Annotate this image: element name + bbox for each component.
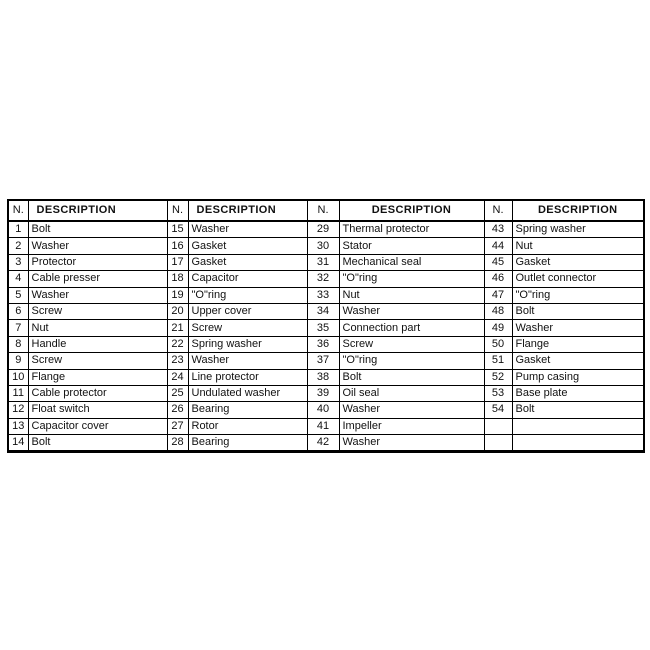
part-number-cell: 23 (167, 353, 188, 369)
table-row (8, 320, 644, 336)
part-number-cell: 7 (8, 320, 28, 336)
part-description-cell: Bolt (339, 369, 484, 385)
part-number-cell: 24 (167, 369, 188, 385)
part-description-cell: Capacitor (188, 271, 307, 287)
part-number-cell: 44 (484, 238, 512, 254)
part-number-cell: 16 (167, 238, 188, 254)
part-number-cell: 26 (167, 402, 188, 418)
part-description-cell: "O"ring (339, 353, 484, 369)
part-number-cell: 19 (167, 287, 188, 303)
table-row (8, 418, 644, 434)
part-description-cell: Washer (28, 238, 167, 254)
table-row (8, 287, 644, 303)
part-number-cell: 37 (307, 353, 339, 369)
part-number-cell: 5 (8, 287, 28, 303)
part-description-cell: Gasket (512, 254, 644, 270)
header-cell-description: DESCRIPTION (339, 200, 484, 221)
part-description-cell: Nut (339, 287, 484, 303)
part-number-cell: 14 (8, 435, 28, 452)
part-number-cell (484, 435, 512, 452)
table-row (8, 435, 644, 452)
table-row (8, 353, 644, 369)
part-number-cell: 27 (167, 418, 188, 434)
part-description-cell: Nut (512, 238, 644, 254)
part-description-cell: Bearing (188, 435, 307, 452)
part-number-cell: 21 (167, 320, 188, 336)
part-description-cell: Screw (339, 336, 484, 352)
part-description-cell: Capacitor cover (28, 418, 167, 434)
part-description-cell: Nut (28, 320, 167, 336)
part-description-cell: Protector (28, 254, 167, 270)
part-description-cell: Washer (339, 435, 484, 452)
part-description-cell: Cable presser (28, 271, 167, 287)
part-description-cell: Float switch (28, 402, 167, 418)
part-description-cell: "O"ring (339, 271, 484, 287)
part-description-cell: Connection part (339, 320, 484, 336)
part-number-cell: 43 (484, 221, 512, 238)
part-number-cell: 49 (484, 320, 512, 336)
part-description-cell: Washer (188, 221, 307, 238)
part-description-cell: Bolt (28, 435, 167, 452)
header-cell-number: N. (8, 200, 28, 221)
part-description-cell: Bolt (512, 303, 644, 319)
table-row (8, 238, 644, 254)
parts-table (7, 199, 645, 453)
part-number-cell: 4 (8, 271, 28, 287)
part-description-cell: Stator (339, 238, 484, 254)
table-header-row (8, 200, 644, 221)
header-cell-description: DESCRIPTION (188, 200, 307, 221)
part-number-cell: 41 (307, 418, 339, 434)
part-number-cell: 39 (307, 385, 339, 401)
part-description-cell: Spring washer (512, 221, 644, 238)
part-description-cell: "O"ring (188, 287, 307, 303)
part-description-cell: Washer (188, 353, 307, 369)
part-description-cell: Oil seal (339, 385, 484, 401)
part-description-cell: Flange (28, 369, 167, 385)
part-number-cell: 33 (307, 287, 339, 303)
part-description-cell: Washer (339, 402, 484, 418)
part-number-cell: 53 (484, 385, 512, 401)
part-number-cell: 34 (307, 303, 339, 319)
header-cell-description: DESCRIPTION (512, 200, 644, 221)
part-description-cell: Pump casing (512, 369, 644, 385)
table-row (8, 402, 644, 418)
part-number-cell: 47 (484, 287, 512, 303)
part-description-cell: Screw (28, 303, 167, 319)
part-number-cell: 22 (167, 336, 188, 352)
part-number-cell: 38 (307, 369, 339, 385)
table-row (8, 271, 644, 287)
part-number-cell (484, 418, 512, 434)
part-description-cell: Bolt (28, 221, 167, 238)
part-number-cell: 6 (8, 303, 28, 319)
part-description-cell: Gasket (188, 254, 307, 270)
part-number-cell: 54 (484, 402, 512, 418)
header-cell-description: DESCRIPTION (28, 200, 167, 221)
part-description-cell: Impeller (339, 418, 484, 434)
part-number-cell: 30 (307, 238, 339, 254)
part-description-cell: Rotor (188, 418, 307, 434)
part-number-cell: 36 (307, 336, 339, 352)
part-description-cell: Washer (512, 320, 644, 336)
part-number-cell: 1 (8, 221, 28, 238)
part-number-cell: 20 (167, 303, 188, 319)
part-number-cell: 28 (167, 435, 188, 452)
part-number-cell: 29 (307, 221, 339, 238)
part-description-cell: Line protector (188, 369, 307, 385)
part-description-cell: Spring washer (188, 336, 307, 352)
part-description-cell: Gasket (188, 238, 307, 254)
part-number-cell: 2 (8, 238, 28, 254)
part-number-cell: 51 (484, 353, 512, 369)
part-description-cell: "O"ring (512, 287, 644, 303)
table-row (8, 303, 644, 319)
part-description-cell: Mechanical seal (339, 254, 484, 270)
part-description-cell: Thermal protector (339, 221, 484, 238)
part-number-cell: 12 (8, 402, 28, 418)
table-row (8, 254, 644, 270)
part-number-cell: 50 (484, 336, 512, 352)
part-description-cell: Bolt (512, 402, 644, 418)
table-row (8, 385, 644, 401)
header-cell-number: N. (307, 200, 339, 221)
part-number-cell: 46 (484, 271, 512, 287)
part-number-cell: 3 (8, 254, 28, 270)
part-description-cell: Washer (339, 303, 484, 319)
part-description-cell: Undulated washer (188, 385, 307, 401)
part-description-cell: Washer (28, 287, 167, 303)
part-description-cell: Flange (512, 336, 644, 352)
part-number-cell: 35 (307, 320, 339, 336)
part-number-cell: 32 (307, 271, 339, 287)
part-description-cell: Cable protector (28, 385, 167, 401)
part-description-cell: Bearing (188, 402, 307, 418)
part-number-cell: 18 (167, 271, 188, 287)
part-number-cell: 40 (307, 402, 339, 418)
table-row (8, 336, 644, 352)
part-number-cell: 45 (484, 254, 512, 270)
part-description-cell: Outlet connector (512, 271, 644, 287)
part-description-cell: Screw (188, 320, 307, 336)
part-number-cell: 10 (8, 369, 28, 385)
part-number-cell: 17 (167, 254, 188, 270)
part-description-cell: Gasket (512, 353, 644, 369)
part-number-cell: 9 (8, 353, 28, 369)
header-cell-number: N. (484, 200, 512, 221)
part-number-cell: 25 (167, 385, 188, 401)
part-description-cell: Upper cover (188, 303, 307, 319)
part-number-cell: 11 (8, 385, 28, 401)
part-description-cell (512, 418, 644, 434)
part-number-cell: 31 (307, 254, 339, 270)
part-number-cell: 48 (484, 303, 512, 319)
part-description-cell: Base plate (512, 385, 644, 401)
table-row (8, 369, 644, 385)
header-cell-number: N. (167, 200, 188, 221)
table-header (8, 200, 644, 221)
part-number-cell: 8 (8, 336, 28, 352)
part-number-cell: 15 (167, 221, 188, 238)
part-number-cell: 13 (8, 418, 28, 434)
part-number-cell: 42 (307, 435, 339, 452)
part-description-cell: Screw (28, 353, 167, 369)
part-description-cell (512, 435, 644, 452)
part-description-cell: Handle (28, 336, 167, 352)
table-row (8, 221, 644, 238)
part-number-cell: 52 (484, 369, 512, 385)
